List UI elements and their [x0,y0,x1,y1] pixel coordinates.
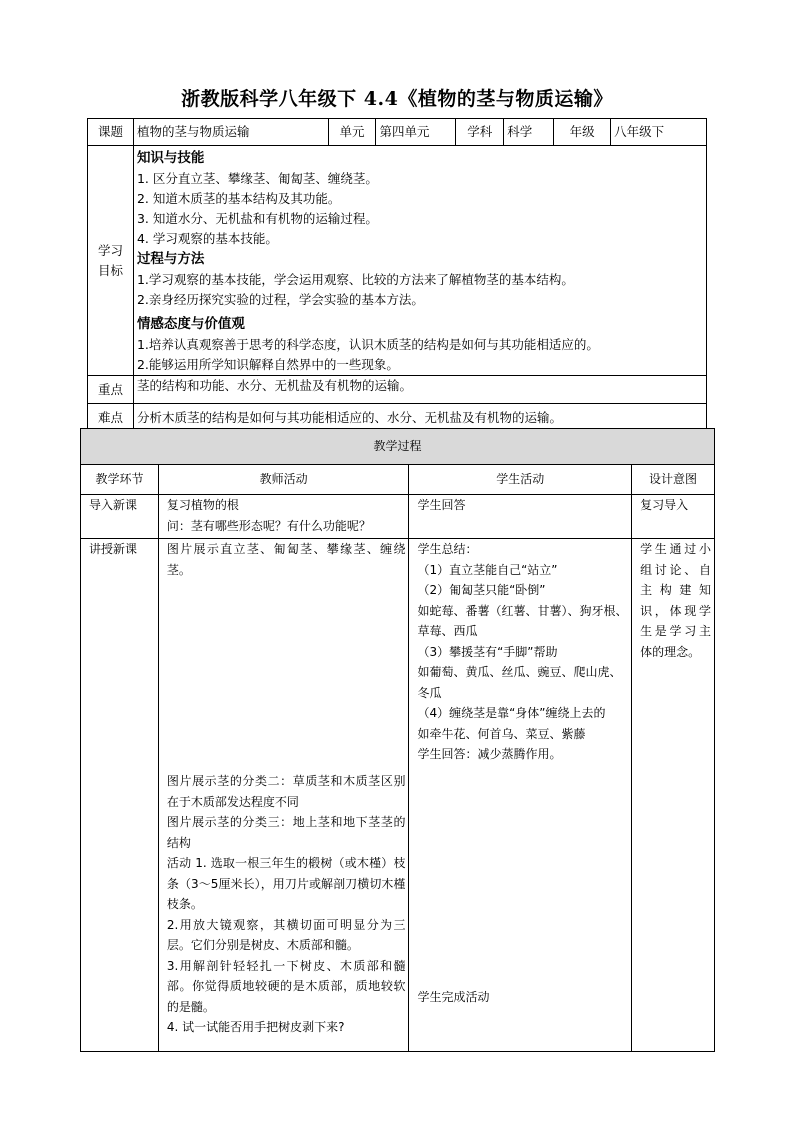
objectives-row [88,146,707,376]
intro-teacher-line: 复习植物的根 [166,498,239,512]
objectives-label [88,146,134,376]
process-table-title: 教学过程 [81,429,715,465]
lecture-stage: 讲授新课 [81,539,159,1052]
lecture-teacher-line: 3.用解剖针轻轻扎一下树皮、木质部和髓部。你觉得质地较硬的是木质部，质地较软的是髓。 [166,958,406,1014]
lecture-student-line: （1）直立茎能自己“站立” [417,562,558,577]
topic-label: 课题 [88,119,134,146]
process-item: 1.学习观察的基本技能，学会运用观察、比较的方法来了解植物茎的基本结构。 [136,272,574,287]
lecture-student-activity: 学生完成活动 [417,990,490,1004]
header-stage: 教学环节 [81,465,159,495]
header-intent: 设计意图 [632,465,715,495]
key-point-text: 茎的结构和功能、水分、无机盐及有机物的运输。 [133,376,706,404]
lecture-student-line: （2）匍匐茎只能“卧倒” [417,583,546,597]
difficult-point-label: 难点 [88,404,134,432]
lecture-student-line: （4）缠绕茎是靠“身体”缠绕上去的 [417,706,606,720]
unit-label: 单元 [328,119,376,146]
knowledge-item: 3. 知道水分、无机盐和有机物的运输过程。 [136,211,378,226]
lecture-student-line: 如葡萄、黄瓜、丝瓜、豌豆、爬山虎、冬瓜 [417,665,622,700]
subject-label: 学科 [456,119,504,146]
header-teacher: 教师活动 [158,465,409,495]
lecture-teacher [158,539,409,1052]
lecture-teacher-line: 图片展示茎的分类二：草质茎和木质茎区别在于木质部发达程度不同 [166,774,406,809]
objectives-content [133,146,706,376]
intro-teacher-line: 问：茎有哪些形态呢？有什么功能呢？ [166,518,371,533]
process-heading: 过程与方法 [136,251,205,267]
lecture-teacher-line: 图片展示茎的分类三：地上茎和地下茎茎的结构 [166,815,406,850]
lecture-student-line: 学生回答：减少蒸腾作用。 [417,747,562,761]
lecture-teacher-activities [167,771,406,1038]
process-item: 2.亲身经历探究实验的过程，学会实验的基本方法。 [136,292,424,307]
document-title: 浙教版科学八年级下 4.4《植物的茎与物质运输》 [181,88,613,110]
lecture-row [81,539,715,1052]
attitude-item: 2.能够运用所学知识解释自然界中的一些现象。 [136,357,399,372]
attitude-item: 1.培养认真观察善于思考的科学态度，认识木质茎的结构是如何与其功能相适应的。 [136,337,599,352]
objectives-label-line1: 学习 [97,242,123,258]
topic-value: 植物的茎与物质运输 [133,119,328,146]
intro-row [81,495,715,539]
lecture-student [409,539,632,1052]
knowledge-item: 1. 区分直立茎、攀缘茎、匍匐茎、缠绕茎。 [136,171,378,186]
unit-value: 第四单元 [376,119,456,146]
knowledge-heading: 知识与技能 [136,150,205,166]
subject-value: 科学 [504,119,554,146]
key-point-row [88,376,707,404]
header-row [81,465,715,495]
lecture-student-line: 如蛇莓、番薯（红薯、甘薯）、狗牙根、草莓、西瓜 [417,603,628,638]
lecture-student-line: （3）攀援茎有“手脚”帮助 [417,644,558,659]
lecture-teacher-line: 4. 试一试能否用手把树皮剥下来? [166,1020,345,1034]
lecture-teacher-line: 2.用放大镜观察，其横切面可明显分为三层。它们分别是树皮、木质部和髓。 [166,917,406,952]
intro-teacher [158,495,409,539]
grade-value: 八年级下 [611,119,707,146]
header-student: 学生活动 [409,465,632,495]
difficult-point-text: 分析木质茎的结构是如何与其功能相适应的、水分、无机盐及有机物的运输。 [133,404,706,432]
knowledge-item: 2. 知道木质茎的基本结构及其功能。 [136,191,341,206]
intro-stage: 导入新课 [81,495,159,539]
intro-student: 学生回答 [409,495,632,539]
objectives-label-line2: 目标 [97,262,123,278]
intro-intent: 复习导入 [632,495,715,539]
lesson-info-table [87,118,707,432]
lecture-teacher-intro: 图片展示直立茎、匍匐茎、攀缘茎、缠绕茎。 [166,542,406,577]
attitude-heading: 情感态度与价值观 [136,316,245,332]
info-row [88,119,707,146]
lecture-student-line: 如牵牛花、何首乌、菜豆、紫藤 [417,726,586,741]
lecture-teacher-line: 活动 1. 选取一根三年生的椴树（或木槿）枝条（3～5厘米长），用刀片或解剖刀横切木槿枝条。 [166,856,406,911]
key-point-label: 重点 [88,376,134,404]
lecture-student-line: 学生总结： [417,542,478,556]
knowledge-item: 4. 学习观察的基本技能。 [136,231,278,246]
lecture-intent: 学生通过小组讨论、自主构建知识，体现学生是学习主体的理念。 [632,539,715,1052]
grade-label: 年级 [554,119,611,146]
teaching-process-table [80,428,715,1052]
